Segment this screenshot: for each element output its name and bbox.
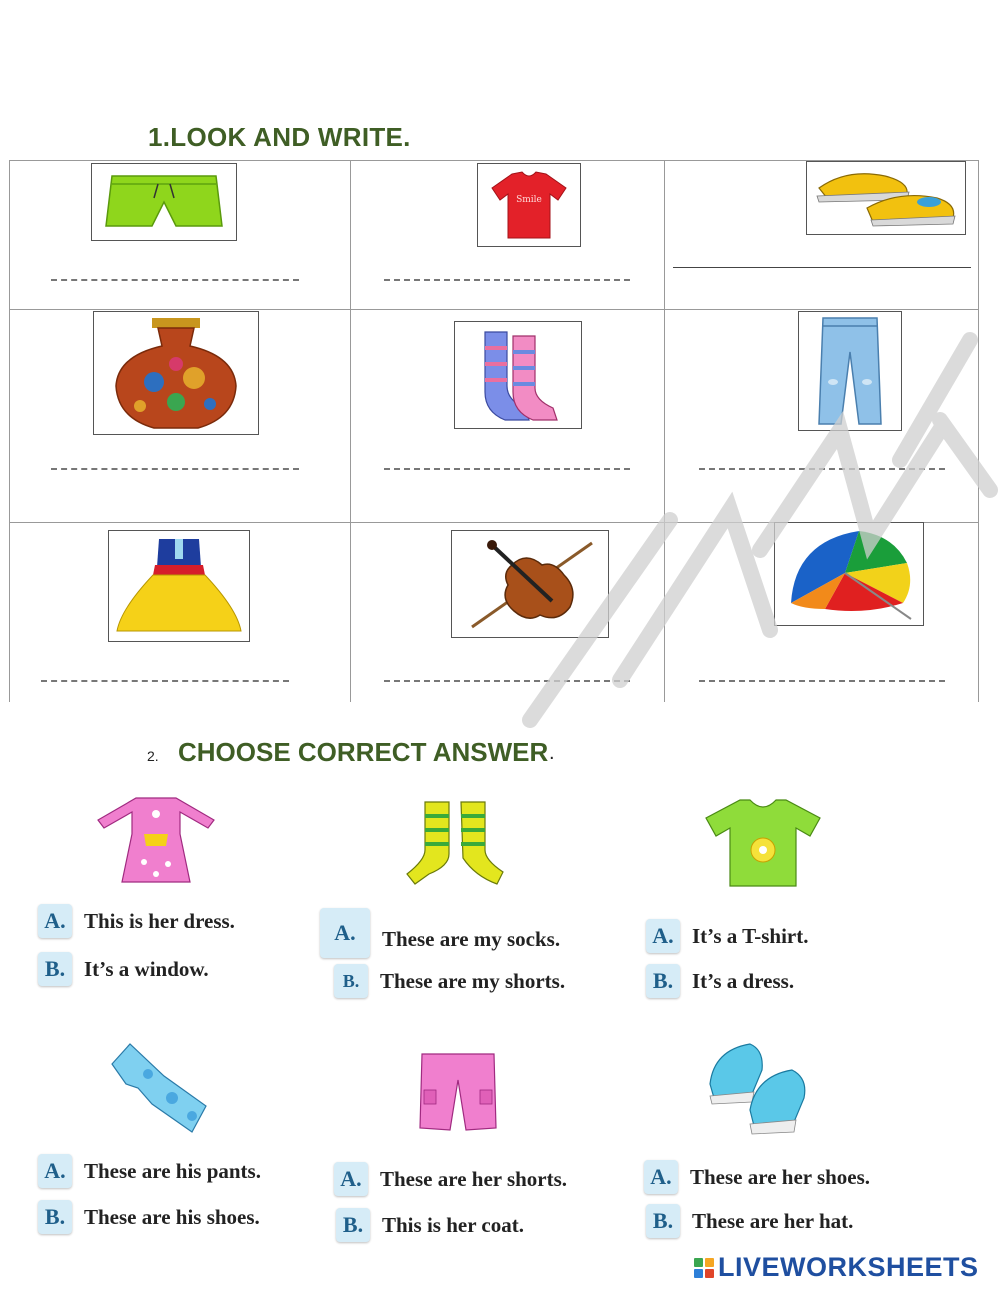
option-text: These are her shoes. xyxy=(690,1164,871,1189)
violin-icon xyxy=(472,540,592,627)
answer-line-9[interactable] xyxy=(699,680,945,682)
option-letter-badge: A. xyxy=(38,1154,72,1188)
q3-option-b[interactable] xyxy=(646,964,794,998)
option-letter-badge: B. xyxy=(334,964,368,998)
logo-text: LIVEWORKSHEETS xyxy=(718,1252,979,1282)
option-text: These are his shoes. xyxy=(84,1204,260,1229)
q5-option-b[interactable] xyxy=(336,1208,524,1242)
option-text: These are my socks. xyxy=(382,926,561,951)
q1-option-b[interactable] xyxy=(38,952,209,986)
option-text: This is her coat. xyxy=(382,1212,524,1237)
answer-line-2[interactable] xyxy=(384,279,630,281)
pants-icon xyxy=(112,1044,206,1132)
option-letter-badge: A. xyxy=(334,1162,368,1196)
section2-number: 2. xyxy=(147,748,159,764)
option-text: These are her shorts. xyxy=(380,1166,568,1191)
answer-line-4[interactable] xyxy=(51,468,299,470)
socks-image xyxy=(454,321,582,429)
vase-image xyxy=(93,311,259,435)
option-text: It’s a dress. xyxy=(692,968,795,993)
shoes-image xyxy=(806,161,966,235)
option-text: These are her hat. xyxy=(692,1208,854,1233)
logo-mark-icon xyxy=(694,1258,714,1278)
shoes-icon xyxy=(710,1044,805,1134)
section2-title: CHOOSE CORRECT ANSWER xyxy=(178,737,549,767)
svg-text:Smile: Smile xyxy=(516,195,542,205)
q4-option-b[interactable] xyxy=(38,1200,260,1234)
option-letter-badge: A. xyxy=(646,919,680,953)
option-text: It’s a T-shirt. xyxy=(692,923,809,948)
answer-line-7[interactable] xyxy=(41,680,289,682)
section2-title-period: . xyxy=(549,742,555,764)
jeans-image xyxy=(798,311,902,431)
vase-icon xyxy=(116,318,236,428)
answer-line-5[interactable] xyxy=(384,468,630,470)
answer-line-3[interactable] xyxy=(673,267,971,268)
violin-image xyxy=(451,530,609,638)
option-letter-badge: B. xyxy=(646,964,680,998)
umbrella-image xyxy=(774,522,924,626)
answer-line-1[interactable] xyxy=(51,279,299,281)
q5-option-a[interactable] xyxy=(334,1162,567,1196)
tshirt-icon xyxy=(706,800,820,886)
option-text: These are my shorts. xyxy=(380,968,566,993)
section1-number: 1. xyxy=(148,122,171,152)
option-letter-badge: B. xyxy=(38,1200,72,1234)
q6-image xyxy=(704,1040,820,1140)
q4-image xyxy=(108,1040,212,1136)
option-letter-badge: A. xyxy=(38,904,72,938)
umbrella-icon xyxy=(791,531,911,619)
look-and-write-grid xyxy=(9,160,979,702)
answer-line-8[interactable] xyxy=(384,680,630,682)
tshirt-image xyxy=(477,163,581,247)
q4-option-a[interactable] xyxy=(38,1154,261,1188)
q3-image xyxy=(702,796,824,890)
option-text: These are his pants. xyxy=(84,1158,261,1183)
q6-option-b[interactable] xyxy=(646,1204,853,1238)
option-letter-badge: B. xyxy=(336,1208,370,1242)
dress-icon xyxy=(117,539,241,631)
dress-icon xyxy=(98,798,214,882)
q2-option-b[interactable] xyxy=(334,964,565,998)
q5-image xyxy=(416,1050,500,1136)
socks-icon xyxy=(407,802,503,884)
q2-image xyxy=(405,798,513,896)
q2-option-a[interactable] xyxy=(320,908,560,958)
section1-heading xyxy=(148,122,411,153)
q1-option-a[interactable] xyxy=(38,904,235,938)
section1-title: LOOK AND WRITE. xyxy=(170,122,411,152)
q3-option-a[interactable] xyxy=(646,919,809,953)
option-letter-badge: B. xyxy=(38,952,72,986)
q6-option-a[interactable] xyxy=(644,1160,870,1194)
option-letter-badge: A. xyxy=(644,1160,678,1194)
option-text: It’s a window. xyxy=(84,956,209,981)
shoes-icon xyxy=(817,174,955,226)
shorts-image xyxy=(91,163,237,241)
dress-image xyxy=(108,530,250,642)
option-letter-badge: B. xyxy=(646,1204,680,1238)
tshirt-icon xyxy=(492,172,566,238)
jeans-icon xyxy=(819,318,881,424)
q1-image xyxy=(96,794,216,886)
liveworksheets-logo[interactable] xyxy=(694,1252,979,1283)
shorts-icon xyxy=(420,1054,496,1130)
option-letter-badge: A. xyxy=(320,908,370,958)
socks-icon xyxy=(485,332,557,420)
answer-line-6[interactable] xyxy=(699,468,945,470)
option-text: This is her dress. xyxy=(84,908,235,933)
